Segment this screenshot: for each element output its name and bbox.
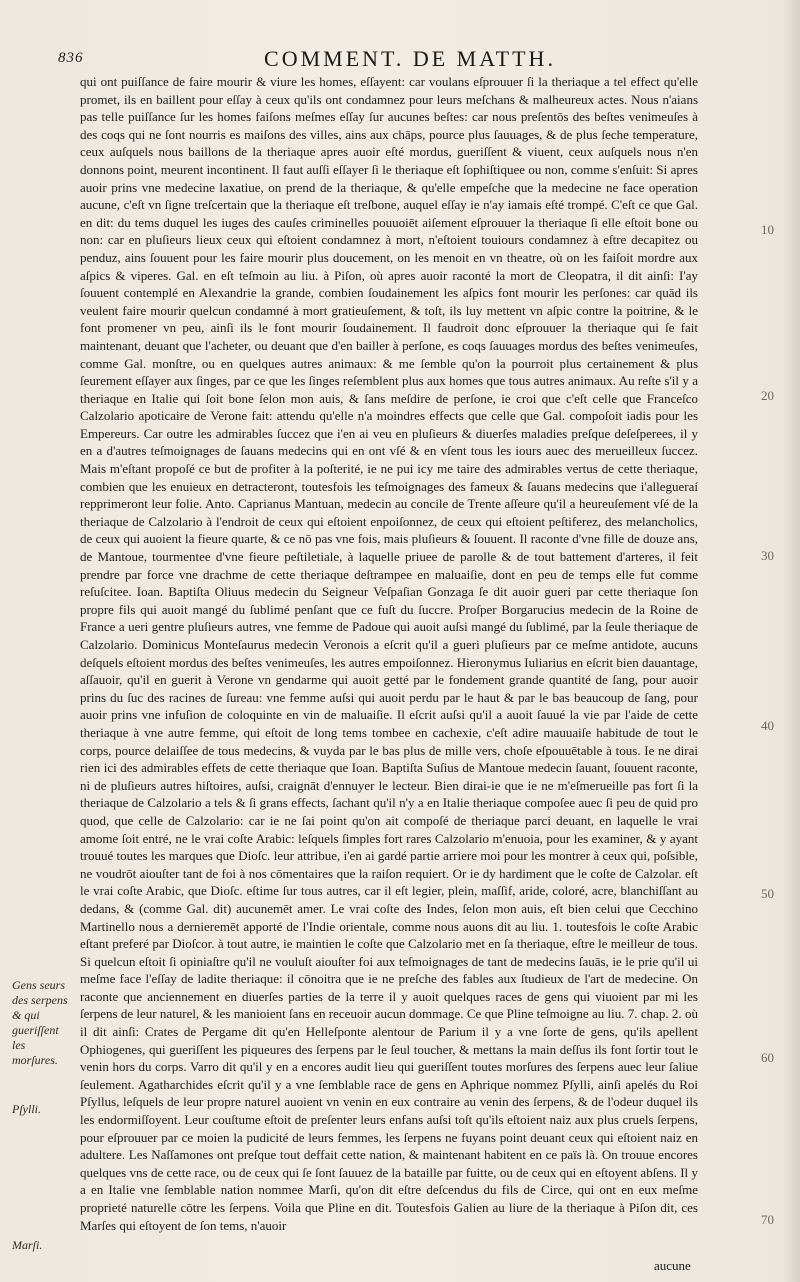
side-note-marsi: Marſi. xyxy=(12,1238,43,1252)
line-number: 20 xyxy=(761,388,774,403)
side-note-gens: Gens seurs des serpens & qui gueriſſent les morſures. xyxy=(12,978,68,1067)
line-number: 50 xyxy=(761,886,774,901)
body-text: qui ont puiſſance de faire mourir & viure les homes, eſſayent: car voulans eſprouuer ſi la theriaque a tel effect qu'elle promet, ils en baillent pour eſſay à ceux qu'ils ont condamnez pour leurs meſchans & malheureux actes. Nous n'aians pas telle puiſſance ſur les homes faiſons meſmes eſſay ſur aucunes beſtes: car nous preſentōs des beſtes venimeuſes à des coqs qui ne ſont nourris es maiſons des villes, ains aux chāps, pource plus ſauuages, & de plus ſeche temperature, ceux auſquels nous baillons de la theriaque apres auoir eſté mordus, gueriſſent & viuent, ceux auſquels nous n'en donnons point, meurent incontinent. Il faut auſſi eſſayer ſi le theriaque eſt ſophiſtiquee ou non, comme s'enſuit: Si apres auoir prins vne medecine laxatiue, on prend de la theriaque, & qu'elle empeſche que la medecine ne face operation aucune, c'eſt vn ſigne treſcertain que la theriaque eſt treſbone, auquel eſſay ie n'ay iamais eſté trompé. C'eſt ce que Gal. en dit: du tems duquel les iuges des cauſes criminelles pouuoiēt aiſement eſprouuer la theriaque ſi elle eſtoit bone ou non: car en pluſieurs lieux ceux qui eſtoient condamnez à mort, n'eſtoient touiours condamnez à eſtre decapitez ou penduz, ains ſouuent pour les faire mourir plus doucement, on les menoit en vn theatre, où on les faiſoit mordre aux aſpics & viperes. Gal. en eſt teſmoin au liu. à Piſon, où apres auoir raconté la mort de Cleopatra, il dit ainſi: I'ay ſouuent contemplé en Alexandrie la grande, combien ſoudainement les aſpics font mourir les perſones: car quād ils veulent faire mourir quelcun condamné à mort gratieuſement, & toſt, ils luy mettent vn aſpic contre la poitrine, & le font promener vn peu, ainſi ils le font mourir ſoudainement. Il faudroit donc eſprouuer la theriaque qui ſe fait maintenant, deuant que l'acheter, ou deuant que d'en bailler à perſone, es coqs ſauuages mordus des beſtes venimeuſes, comme Gal. monſtre, ou en quelques autres animaux: & me ſemble qu'on la pourroit plus certainement & plus ſeurement eſſayer aux ſinges, par ce que les ſinges reſemblent plus aux homes que tous autres animaux. Au reſte s'il y a theriaque en Italie qui ſoit bone ſelon mon auis, & ſans meſdire de perſone, ie croi que c'eſt celle que Franceſco Calzolario apoticaire de Verone fait: attendu qu'elle n'a moindres effects que celle que Gal. compoſoit iadis pour les Empereurs. Car outre les admirables ſuccez que i'en ai veu en pluſieurs & diuerſes maladies preſque deſeſperees, il y en a d'autres teſmoignages de ſauans medecins qui en ont vſé & en vſent tous les iours auec des merueilleux ſuccez. Mais m'eſtant propoſé ce but de profiter à la poſterité, ie ne pui icy me taire des admirables vertus de cette theriaque, combien que les enuieux en detracteront, toutesfois les teſmoignages des fameux & ſauans medecins que i'allegueraí repprimeront leur folie. Anto. Caprianus Mantuan, medecin au concile de Trente aſſeure qu'il a heureuſement vſé de la theriaque de Calzolario à l'endroit de ceux qui eſtoient enpoiſonnez, de ceux qui eſtoient peſtiferez, des melancholics, de ceux qui auoient la fieure quarte, & ce nō pas vne fois, mais pluſieurs & ſouuent. Il raconte d'vne fille de douze ans, de Mantoue, tourmentee d'vne fieure peſtiletiale, à laquelle priuee de parolle & de tout battement d'arteres, il feit prendre par force vne drachme de cette theriaque deſtrampee en maluaiſie, dont en peu de temps elle fut comme reſuſcitee. Ioan. Baptiſta Oliuus medecin du Seigneur Veſpaſian Gonzaga ſe dit auoir gueri par cette theriaque ſon propre fils qui auoit mangé du ſublimé penſant que ce fuſt du ſuccre. Proſper Borgarucius medecin de la Roine de France a ueri gentre pluſieurs autres, vne femme de Padoue qui auoit auſsi mangé du ſublimé, par la ſeule theriaque de Calzolario. Dominicus Monteſaurus medecin Veronois a eſcrit qu'il a gueri pluſieurs par ce meſme antidote, aucuns deſquels eſtoient mordus des beſtes venimeuſes, les autres empoiſonnez. Hieronymus Iuliarius en eſcrit bien dauantage, aſſauoir, qu'il en guerit à Verone vn gendarme qui auoit getté par le fondement grande quantité de ſang, pour auoir prins du ſuc des racines de ſureau: vne femme auſsi qui auoit perdu par le haut & par le bas beaucoup de ſang, pour auoir prins vne infuſion de coloquinte en vin de maluaiſie. Il eſcrit auſsi qu'il a auoit ſauué la vie par l'aide de cette theriaque à vne autre femme, qui eſtoit de long tems tombee en cachexie, c'eſt adire mauuaiſe habitude de tout le corps, pource delaiſſee de tous medecins, & vuyda par le bas plus de mille vers, choſe eſpouuētable à tous. Ie ne dirai rien ici des admirables effets de cette theriaque que Ioan. Baptiſta Suſius de Mantoue medecin ſauant, ſouuent raconte, ni de pluſieurs autres hiſtoires, auſsi, craignāt d'ennuyer le lecteur. Bien dirai-ie que ie ne m'eſmerueille pas fort ſi la theriaque de Calzolario a tels & ſi grans effects, ſachant qu'il n'y a en Italie theriaque compoſee auec ſi peu de quid pro quod, que celle de Calzolario: car ie ne ſai point qu'on ait compoſé de theriaque parci deuant, en laquelle le vrai amome ſoit entré, ne le vrai coſte Arabic: leſquels ſimples fort rares Calzolario m'enuoia, pour les examiner, & y ayant trouué toutes les marques que Dioſc. leur attribue, i'en ai gardé partie arriere moi pour les montrer à ceux qui, poſsible, ne voudrōt aiouſter tant de foi à nos cōmentaires que la raiſon requiert. Or ie dy hardiment que le coſte de Calzolar. eſt le vrai coſte Arabic, que Dioſc. eſtime ſur tous autres, car il eſt legier, plein, maſſif, aride, coloré, acre, blanchiſſant au dedans, & (comme Gal. dit) aucunemēt amer. Le vrai coſte des Indes, ſelon mon auis, eſt bien celui que Cecchino Martinello nous a dernieremēt apporté de l'Indie orientale, comme nous auons dit au liu. 1. toutesfois le coſte Arabic eſtant preferé par Dioſcor. à tout autre, ie maintien le coſte que Calzolario met en ſa theriaque, eſtre le meilleur de tous. Si quelcun eſtoit ſi opiniaſtre qu'il ne vouluſt aiouſter foi aux teſmoignages de tant de medecins ſauās, ie le prie qu'il ui meſme face l'eſſay de ladite theriaque: il cōnoitra que ie ne preſche des fables aux ſtudieux de l'art de medecine. On raconte que anciennement en diuerſes parties de la terre il y auoit quelques races de gens qui viuoient par mi les ſerpens de leur naturel, & les manioient ſans en receuoir aucun dommage. Ce que Pline teſmoigne au liu. 7. chap. 2. où il dit ainſi: Crates de Pergame dit qu'en Helleſponte alentour de Parium il y a vne ſorte de gens, qu'ils apellent Ophiogenes, qui gueriſſent les piqueures des ſerpens par le ſeul toucher, & mettans la main deſſus ils font ſortir tout le venin hors du corps. Varro dit qu'il y en a encores audit lieu qui gueriſſent toutes morſures des ſerpens auec leur ſaliue ſeulement. Agatharchides eſcrit qu'il y a vne ſemblable race de gens en Aphrique nommez Pſylli, ainſi apelés du Roi Pſyllus, leſquels de leur propre naturel auoient vn venin en eux contraire au venin des ſerpens, & de l'odeur duquel ils les endormiſſoyent. Leur couſtume eſtoit de preſenter leurs enfans auſsi toſt qu'ils eſtoient naiz aux plus cruels ſerpens, pour eſprouuer par ce moien la pudicité de leurs femmes, les ſerpens ne fuyans point deuant ceux qui eſtoient naiz en adultere. Les Naſſamones ont preſque tout deffait cette nation, & maintenant habitent en ce païs là. On trouue encores quelques vns de cette race, ou de ceux qui ſe ſont ſauuez de la bataille par fuitte, ou de ceux qui en eſtoyent abſens. Il y a en Italie vne ſemblable nation nommee Marſi, qu'on dit eſtre deſcendus du fils de Circe, qui ont en eux meſme proprieté naturelle cōtre les ſerpens. Voila que Pline en dit. Toutesfois Galien au liure de la theriaque à Piſon dit, ces Marſes qui eſtoyent de ſon tems, n'auoir xyxy=(80,74,698,1233)
page-edge-shadow xyxy=(782,0,800,1282)
page-number: 836 xyxy=(58,50,84,66)
running-head: COMMENT. DE MATTH. xyxy=(264,46,556,71)
catchword: aucune xyxy=(654,1258,691,1273)
line-number: 70 xyxy=(761,1212,774,1227)
side-note-psylli: Pſylli. xyxy=(12,1102,41,1116)
line-number: 60 xyxy=(761,1050,774,1065)
line-number: 30 xyxy=(761,548,774,563)
line-number: 10 xyxy=(761,222,774,237)
line-number: 40 xyxy=(761,718,774,733)
